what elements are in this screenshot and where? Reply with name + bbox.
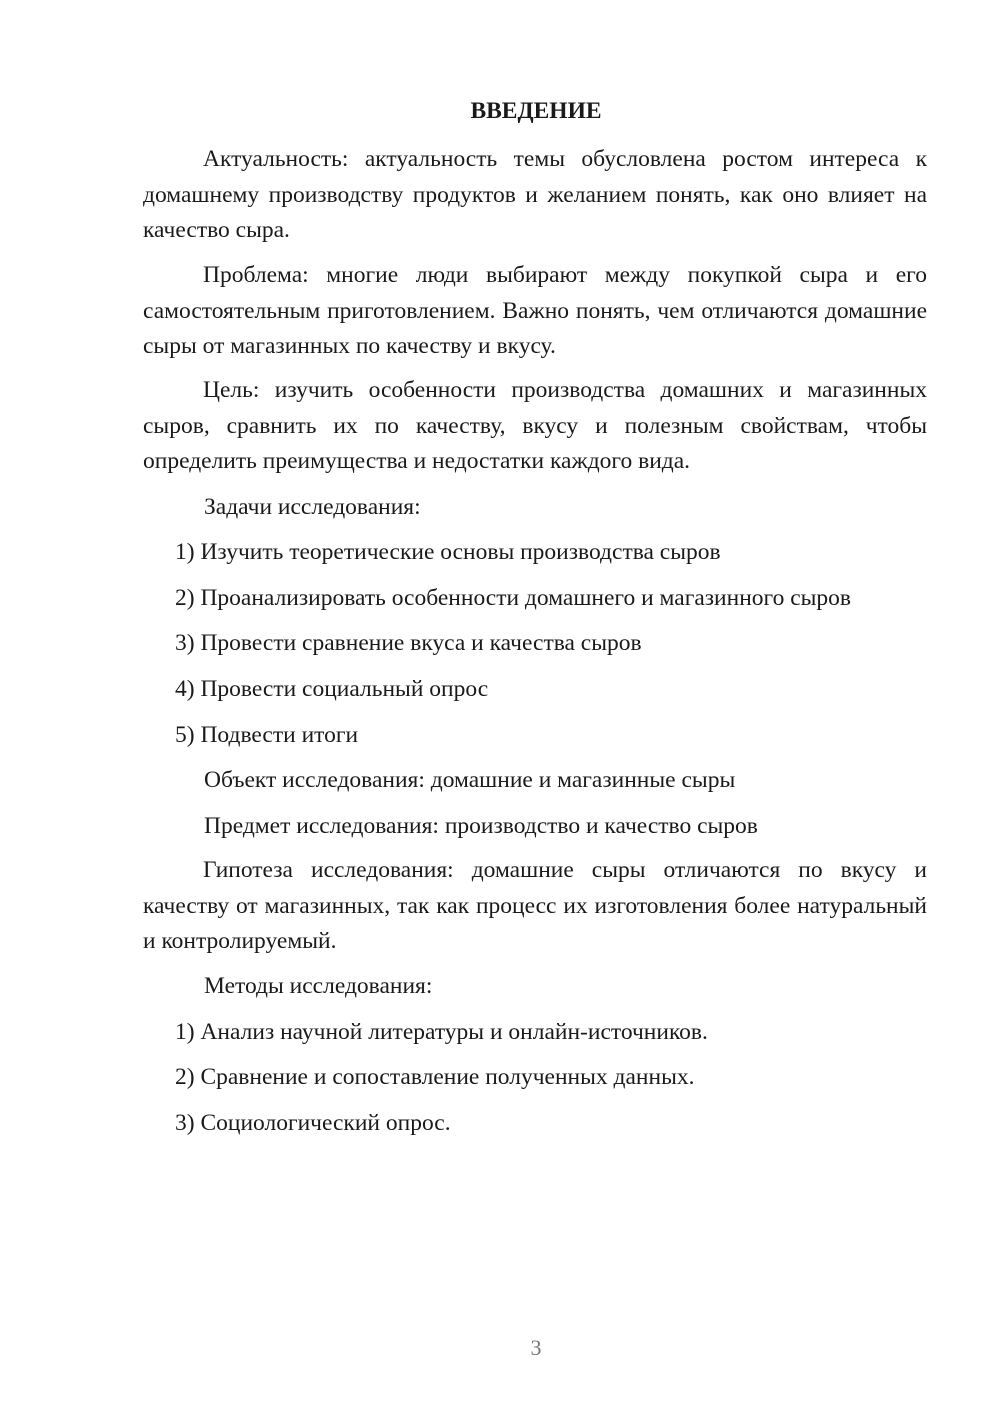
task-item: 5) Подвести итоги xyxy=(175,722,359,748)
section-title: ВВЕДЕНИЕ xyxy=(470,98,602,124)
task-item: 1) Изучить теоретические основы производства сыров xyxy=(175,539,721,565)
method-item: 3) Социологический опрос. xyxy=(175,1110,451,1136)
task-item: 3) Провести сравнение вкуса и качества сыров xyxy=(175,630,642,656)
problem-paragraph: Проблема: многие люди выбирают между покупкой сыра и его самостоятельным приготовлением. Важно понять, чем отличаются домашние сыры от магазинных по качеству и вкусу. xyxy=(143,262,927,359)
tasks-heading: Задачи исследования: xyxy=(204,494,421,520)
method-item: 1) Анализ научной литературы и онлайн-источников. xyxy=(175,1019,708,1045)
methods-heading: Методы исследования: xyxy=(204,973,433,999)
research-subject: Предмет исследования: производство и качество сыров xyxy=(204,813,758,839)
research-object: Объект исследования: домашние и магазинные сыры xyxy=(204,767,736,793)
method-item: 2) Сравнение и сопоставление полученных данных. xyxy=(175,1064,695,1090)
goal-paragraph: Цель: изучить особенности производства домашних и магазинных сыров, сравнить их по качеству, вкусу и полезным свойствам, чтобы определить преимущества и недостатки каждого вида. xyxy=(143,377,927,474)
task-item: 2) Проанализировать особенности домашнего и магазинного сыров xyxy=(175,585,852,611)
page-number: 3 xyxy=(530,1335,542,1360)
task-item: 4) Провести социальный опрос xyxy=(175,676,489,702)
hypothesis-paragraph: Гипотеза исследования: домашние сыры отличаются по вкусу и качеству от магазинных, так как процесс их изготовления более натуральный и контролируемый. xyxy=(143,857,927,954)
relevance-paragraph: Актуальность: актуальность темы обусловлена ростом интереса к домашнему производству продуктов и желанием понять, как оно влияет на качество сыра. xyxy=(143,146,927,243)
